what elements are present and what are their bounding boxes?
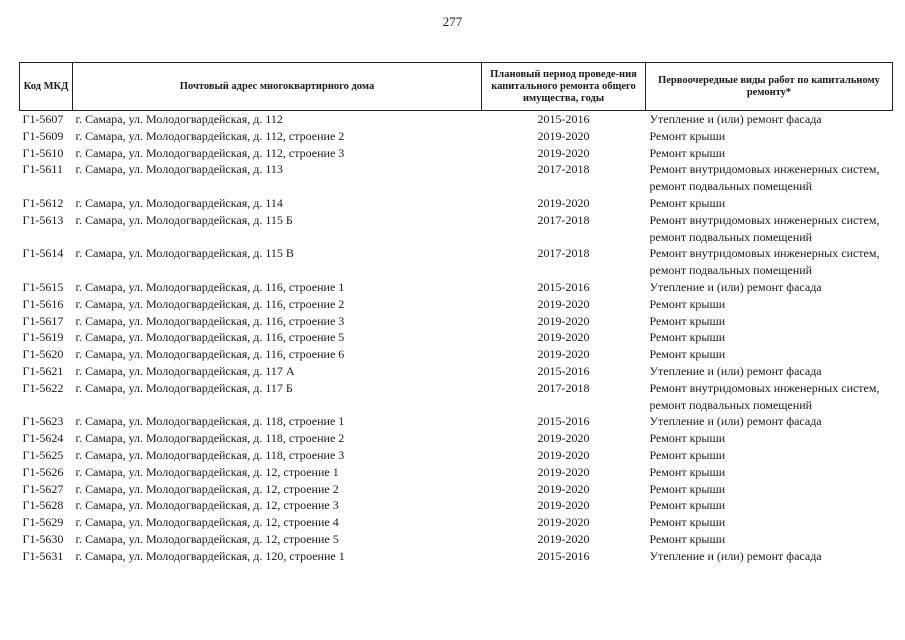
row-works xyxy=(646,296,893,313)
row-code: Г1-5609 xyxy=(22,128,64,143)
row-period: 2019-2020 xyxy=(537,313,590,328)
row-works-line: Ремонт внутридомовых инженерных систем, xyxy=(649,246,880,261)
row-address: г. Самара, ул. Молодогвардейская, д. 112, строение 3 xyxy=(75,145,345,160)
row-code: Г1-5617 xyxy=(22,313,64,328)
table-row xyxy=(20,212,893,246)
row-works xyxy=(646,531,893,548)
row-period: 2017-2018 xyxy=(537,162,590,177)
row-works-line: Ремонт внутридомовых инженерных систем, xyxy=(649,212,880,227)
row-works xyxy=(646,245,893,279)
table-row xyxy=(20,481,893,498)
row-code: Г1-5613 xyxy=(22,212,64,227)
row-works xyxy=(646,111,893,128)
row-code: Г1-5624 xyxy=(22,431,64,446)
row-period: 2019-2020 xyxy=(537,330,590,345)
row-address: г. Самара, ул. Молодогвардейская, д. 114 xyxy=(75,195,283,210)
row-works xyxy=(646,279,893,296)
row-code: Г1-5616 xyxy=(22,296,64,311)
row-works-line: Ремонт внутридомовых инженерных систем, xyxy=(649,162,880,177)
row-period: 2019-2020 xyxy=(537,464,590,479)
row-period: 2019-2020 xyxy=(537,531,590,546)
row-works xyxy=(646,413,893,430)
row-address: г. Самара, ул. Молодогвардейская, д. 12, строение 1 xyxy=(75,464,339,479)
row-code: Г1-5626 xyxy=(22,464,64,479)
row-period: 2015-2016 xyxy=(537,279,590,294)
row-works-line: Ремонт крыши xyxy=(649,498,726,513)
row-address: г. Самара, ул. Молодогвардейская, д. 118, строение 3 xyxy=(75,447,345,462)
header-row xyxy=(20,63,893,111)
row-code: Г1-5629 xyxy=(22,515,64,530)
row-address: г. Самара, ул. Молодогвардейская, д. 113 xyxy=(75,162,283,177)
row-address: г. Самара, ул. Молодогвардейская, д. 116, строение 5 xyxy=(75,330,345,345)
table-row xyxy=(20,447,893,464)
row-code: Г1-5621 xyxy=(22,363,64,378)
row-period: 2019-2020 xyxy=(537,447,590,462)
row-works xyxy=(646,514,893,531)
row-period: 2015-2016 xyxy=(537,548,590,563)
table-row xyxy=(20,313,893,330)
row-address: г. Самара, ул. Молодогвардейская, д. 116, строение 2 xyxy=(75,296,345,311)
row-works xyxy=(646,363,893,380)
row-code: Г1-5607 xyxy=(22,112,64,126)
row-code: Г1-5614 xyxy=(22,246,64,261)
row-code: Г1-5620 xyxy=(22,347,64,362)
row-address: г. Самара, ул. Молодогвардейская, д. 12, строение 5 xyxy=(75,531,339,546)
row-works xyxy=(646,313,893,330)
row-code: Г1-5622 xyxy=(22,380,64,395)
table-row xyxy=(20,145,893,162)
row-address: г. Самара, ул. Молодогвардейская, д. 116, строение 6 xyxy=(75,347,345,362)
row-works xyxy=(646,145,893,162)
table-row xyxy=(20,497,893,514)
row-works-line: Ремонт внутридомовых инженерных систем, xyxy=(649,380,880,395)
row-address: г. Самара, ул. Молодогвардейская, д. 118, строение 2 xyxy=(75,431,345,446)
row-address: г. Самара, ул. Молодогвардейская, д. 118, строение 1 xyxy=(75,414,345,429)
row-works-line: ремонт подвальных помещений xyxy=(649,179,813,194)
table-row xyxy=(20,413,893,430)
row-works-line: Ремонт крыши xyxy=(649,330,726,345)
row-code: Г1-5628 xyxy=(22,498,64,513)
table-row xyxy=(20,464,893,481)
header-works: Первоочередные виды работ по капитальному ремонту* xyxy=(646,63,893,111)
row-works xyxy=(646,548,893,565)
row-period: 2019-2020 xyxy=(537,195,590,210)
row-address: г. Самара, ул. Молодогвардейская, д. 117 А xyxy=(75,363,295,378)
row-works xyxy=(646,464,893,481)
table-row xyxy=(20,548,893,565)
row-works-line: Ремонт крыши xyxy=(649,296,726,311)
row-works xyxy=(646,380,893,414)
row-period: 2019-2020 xyxy=(537,128,590,143)
table-header xyxy=(20,63,893,111)
row-address: г. Самара, ул. Молодогвардейская, д. 115 Б xyxy=(75,212,293,227)
row-period: 2017-2018 xyxy=(537,246,590,261)
table-row xyxy=(20,195,893,212)
row-works-line: Ремонт крыши xyxy=(649,447,726,462)
table-row xyxy=(20,380,893,414)
row-address: г. Самара, ул. Молодогвардейская, д. 12, строение 4 xyxy=(75,515,339,530)
table-row xyxy=(20,245,893,279)
row-address: г. Самара, ул. Молодогвардейская, д. 120, строение 1 xyxy=(75,548,345,563)
row-code: Г1-5631 xyxy=(22,548,64,563)
row-period: 2019-2020 xyxy=(537,481,590,496)
row-address: г. Самара, ул. Молодогвардейская, д. 112, строение 2 xyxy=(75,128,345,143)
row-code: Г1-5611 xyxy=(22,162,63,177)
table-row xyxy=(20,128,893,145)
row-period: 2015-2016 xyxy=(537,112,590,126)
capital-repair-table xyxy=(19,62,893,565)
table-row xyxy=(20,514,893,531)
row-works-line: Утепление и (или) ремонт фасада xyxy=(649,363,822,378)
row-works-line: Ремонт крыши xyxy=(649,531,726,546)
row-works-line: Ремонт крыши xyxy=(649,481,726,496)
row-works-line: Ремонт крыши xyxy=(649,195,726,210)
row-works-line: Ремонт крыши xyxy=(649,128,726,143)
header-period: Плановый период проведе-ния капитального ремонта общего имущества, годы xyxy=(482,63,646,111)
row-works-line: Ремонт крыши xyxy=(649,145,726,160)
row-works-line: ремонт подвальных помещений xyxy=(649,263,813,278)
row-period: 2019-2020 xyxy=(537,515,590,530)
row-code: Г1-5610 xyxy=(22,145,64,160)
row-works-line: ремонт подвальных помещений xyxy=(649,229,813,244)
row-works xyxy=(646,195,893,212)
row-works-line: Ремонт крыши xyxy=(649,515,726,530)
row-works-line: ремонт подвальных помещений xyxy=(649,397,813,412)
row-address: г. Самара, ул. Молодогвардейская, д. 116, строение 1 xyxy=(75,279,345,294)
row-works xyxy=(646,481,893,498)
table-row xyxy=(20,346,893,363)
row-address: г. Самара, ул. Молодогвардейская, д. 115 В xyxy=(75,246,294,261)
row-code: Г1-5630 xyxy=(22,531,64,546)
row-works xyxy=(646,346,893,363)
row-period: 2017-2018 xyxy=(537,212,590,227)
row-works-line: Ремонт крыши xyxy=(649,464,726,479)
row-code: Г1-5619 xyxy=(22,330,64,345)
table-body xyxy=(20,111,893,565)
row-works-line: Ремонт крыши xyxy=(649,431,726,446)
row-code: Г1-5623 xyxy=(22,414,64,429)
table-row xyxy=(20,279,893,296)
row-address: г. Самара, ул. Молодогвардейская, д. 12, строение 3 xyxy=(75,498,339,513)
row-period: 2019-2020 xyxy=(537,431,590,446)
row-period: 2017-2018 xyxy=(537,380,590,395)
table-row xyxy=(20,111,893,128)
table-row xyxy=(20,329,893,346)
row-works xyxy=(646,447,893,464)
row-works xyxy=(646,128,893,145)
header-address: Почтовый адрес многоквартирного дома xyxy=(73,63,482,111)
row-period: 2015-2016 xyxy=(537,363,590,378)
row-address: г. Самара, ул. Молодогвардейская, д. 116, строение 3 xyxy=(75,313,345,328)
page-number: 277 xyxy=(442,14,463,29)
row-works-line: Утепление и (или) ремонт фасада xyxy=(649,279,822,294)
row-works-line: Утепление и (или) ремонт фасада xyxy=(649,548,822,563)
table-row xyxy=(20,531,893,548)
row-works xyxy=(646,497,893,514)
row-period: 2019-2020 xyxy=(537,296,590,311)
table-row xyxy=(20,430,893,447)
row-period: 2019-2020 xyxy=(537,145,590,160)
table-row xyxy=(20,363,893,380)
row-period: 2019-2020 xyxy=(537,347,590,362)
row-address: г. Самара, ул. Молодогвардейская, д. 112 xyxy=(75,112,283,126)
row-period: 2019-2020 xyxy=(537,498,590,513)
row-works xyxy=(646,430,893,447)
row-works xyxy=(646,161,893,195)
row-works-line: Ремонт крыши xyxy=(649,347,726,362)
row-period: 2015-2016 xyxy=(537,414,590,429)
row-works xyxy=(646,212,893,246)
row-works-line: Утепление и (или) ремонт фасада xyxy=(649,414,822,429)
row-code: Г1-5625 xyxy=(22,447,64,462)
header-code: Код МКД xyxy=(20,63,73,111)
table-row xyxy=(20,161,893,195)
row-works xyxy=(646,329,893,346)
row-code: Г1-5615 xyxy=(22,279,64,294)
table-row xyxy=(20,296,893,313)
row-address: г. Самара, ул. Молодогвардейская, д. 117 Б xyxy=(75,380,293,395)
row-address: г. Самара, ул. Молодогвардейская, д. 12, строение 2 xyxy=(75,481,339,496)
row-works-line: Утепление и (или) ремонт фасада xyxy=(649,112,822,126)
row-code: Г1-5627 xyxy=(22,481,64,496)
row-works-line: Ремонт крыши xyxy=(649,313,726,328)
row-code: Г1-5612 xyxy=(22,195,64,210)
